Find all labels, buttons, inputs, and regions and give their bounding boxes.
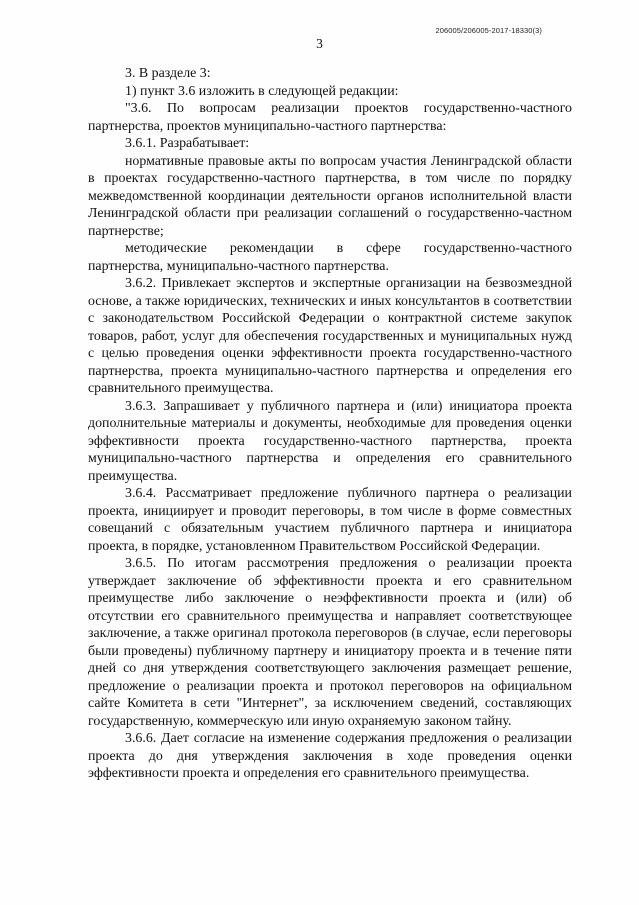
paragraph-3-6-1: 3.6.1. Разрабатывает: [125,136,250,151]
paragraph-3-6-4: 3.6.4. Рассматривает предложение публичного партнера о реализации проекта, инициирует и проводит переговоры, в том числе в форме совместных совещаний с обязательным участием публичного партнера и инициатора проекта, в порядке, установленном Правительством Российской Федерации. [88,486,572,554]
paragraph-3-6-6: 3.6.6. Дает согласие на изменение содержания предложения о реализации проекта до дня утверждения заключения в ходе проведения оценки эффективности проекта и определения его сравнительного преимущества. [88,731,572,781]
paragraph-3-6-3: 3.6.3. Запрашивает у публичного партнера и (или) инициатора проекта дополнительные материалы и документы, необходимые для проведения оценки эффективности проекта государственно-частного партнерства, проекта муниципально-частного партнерства и определения его сравнительного преимущества. [88,398,572,484]
paragraph-section-3: 3. В разделе 3: [125,66,211,81]
page-number: 3 [316,36,323,51]
paragraph-item-1: 1) пункт 3.6 изложить в следующей редакции: [125,83,399,99]
paragraph-3-6-1-legal-acts: нормативные правовые акты по вопросам участия Ленинградской области в проектах государственно-частного партнерства, в том числе по порядку межведомственной координации деятельности органов исполнительной власти Ленинградской области при реализации соглашений о государственно-частном партнерстве; [88,153,572,239]
paragraph-3-6-2: 3.6.2. Привлекает экспертов и экспертные организации на безвозмездной основе, а также юридических, технических и иных консультантов в соответствии с законодательством Российской Федерации о контрактной системе закупок товаров, работ, услуг для обеспечения государственных и муниципальных нужд с целью проведения оценки эффективности проекта государственно-частного партнерства, проекта муниципально-частного партнерства и определения его сравнительного преимущества. [88,276,572,396]
document-id: 206005/206005-2017-18330(3) [435,26,542,35]
document-body [88,65,572,783]
paragraph-3-6-1-guidelines: методические рекомендации в сфере государственно-частного партнерства, муниципально-частного партнерства. [88,241,572,274]
paragraph-3-6: "3.6. По вопросам реализации проектов государственно-частного партнерства, проектов муниципально-частного партнерства: [88,101,572,134]
paragraph-3-6-5: 3.6.5. По итогам рассмотрения предложения о реализации проекта утверждает заключение об эффективности проекта и его сравнительном преимуществе либо заключение о неэффективности проекта и (или) об отсутствии его сравнительного преимущества и направляет соответствующее заключение, а также оригинал протокола переговоров (в случае, если переговоры были проведены) публичному партнеру и инициатору проекта и в течение пяти дней со дня утверждения соответствующего заключения размещает решение, предложение о реализации проекта и протокол переговоров на официальном сайте Комитета в сети "Интернет", за исключением сведений, составляющих государственную, коммерческую или иную охраняемую законом тайну. [88,556,572,729]
